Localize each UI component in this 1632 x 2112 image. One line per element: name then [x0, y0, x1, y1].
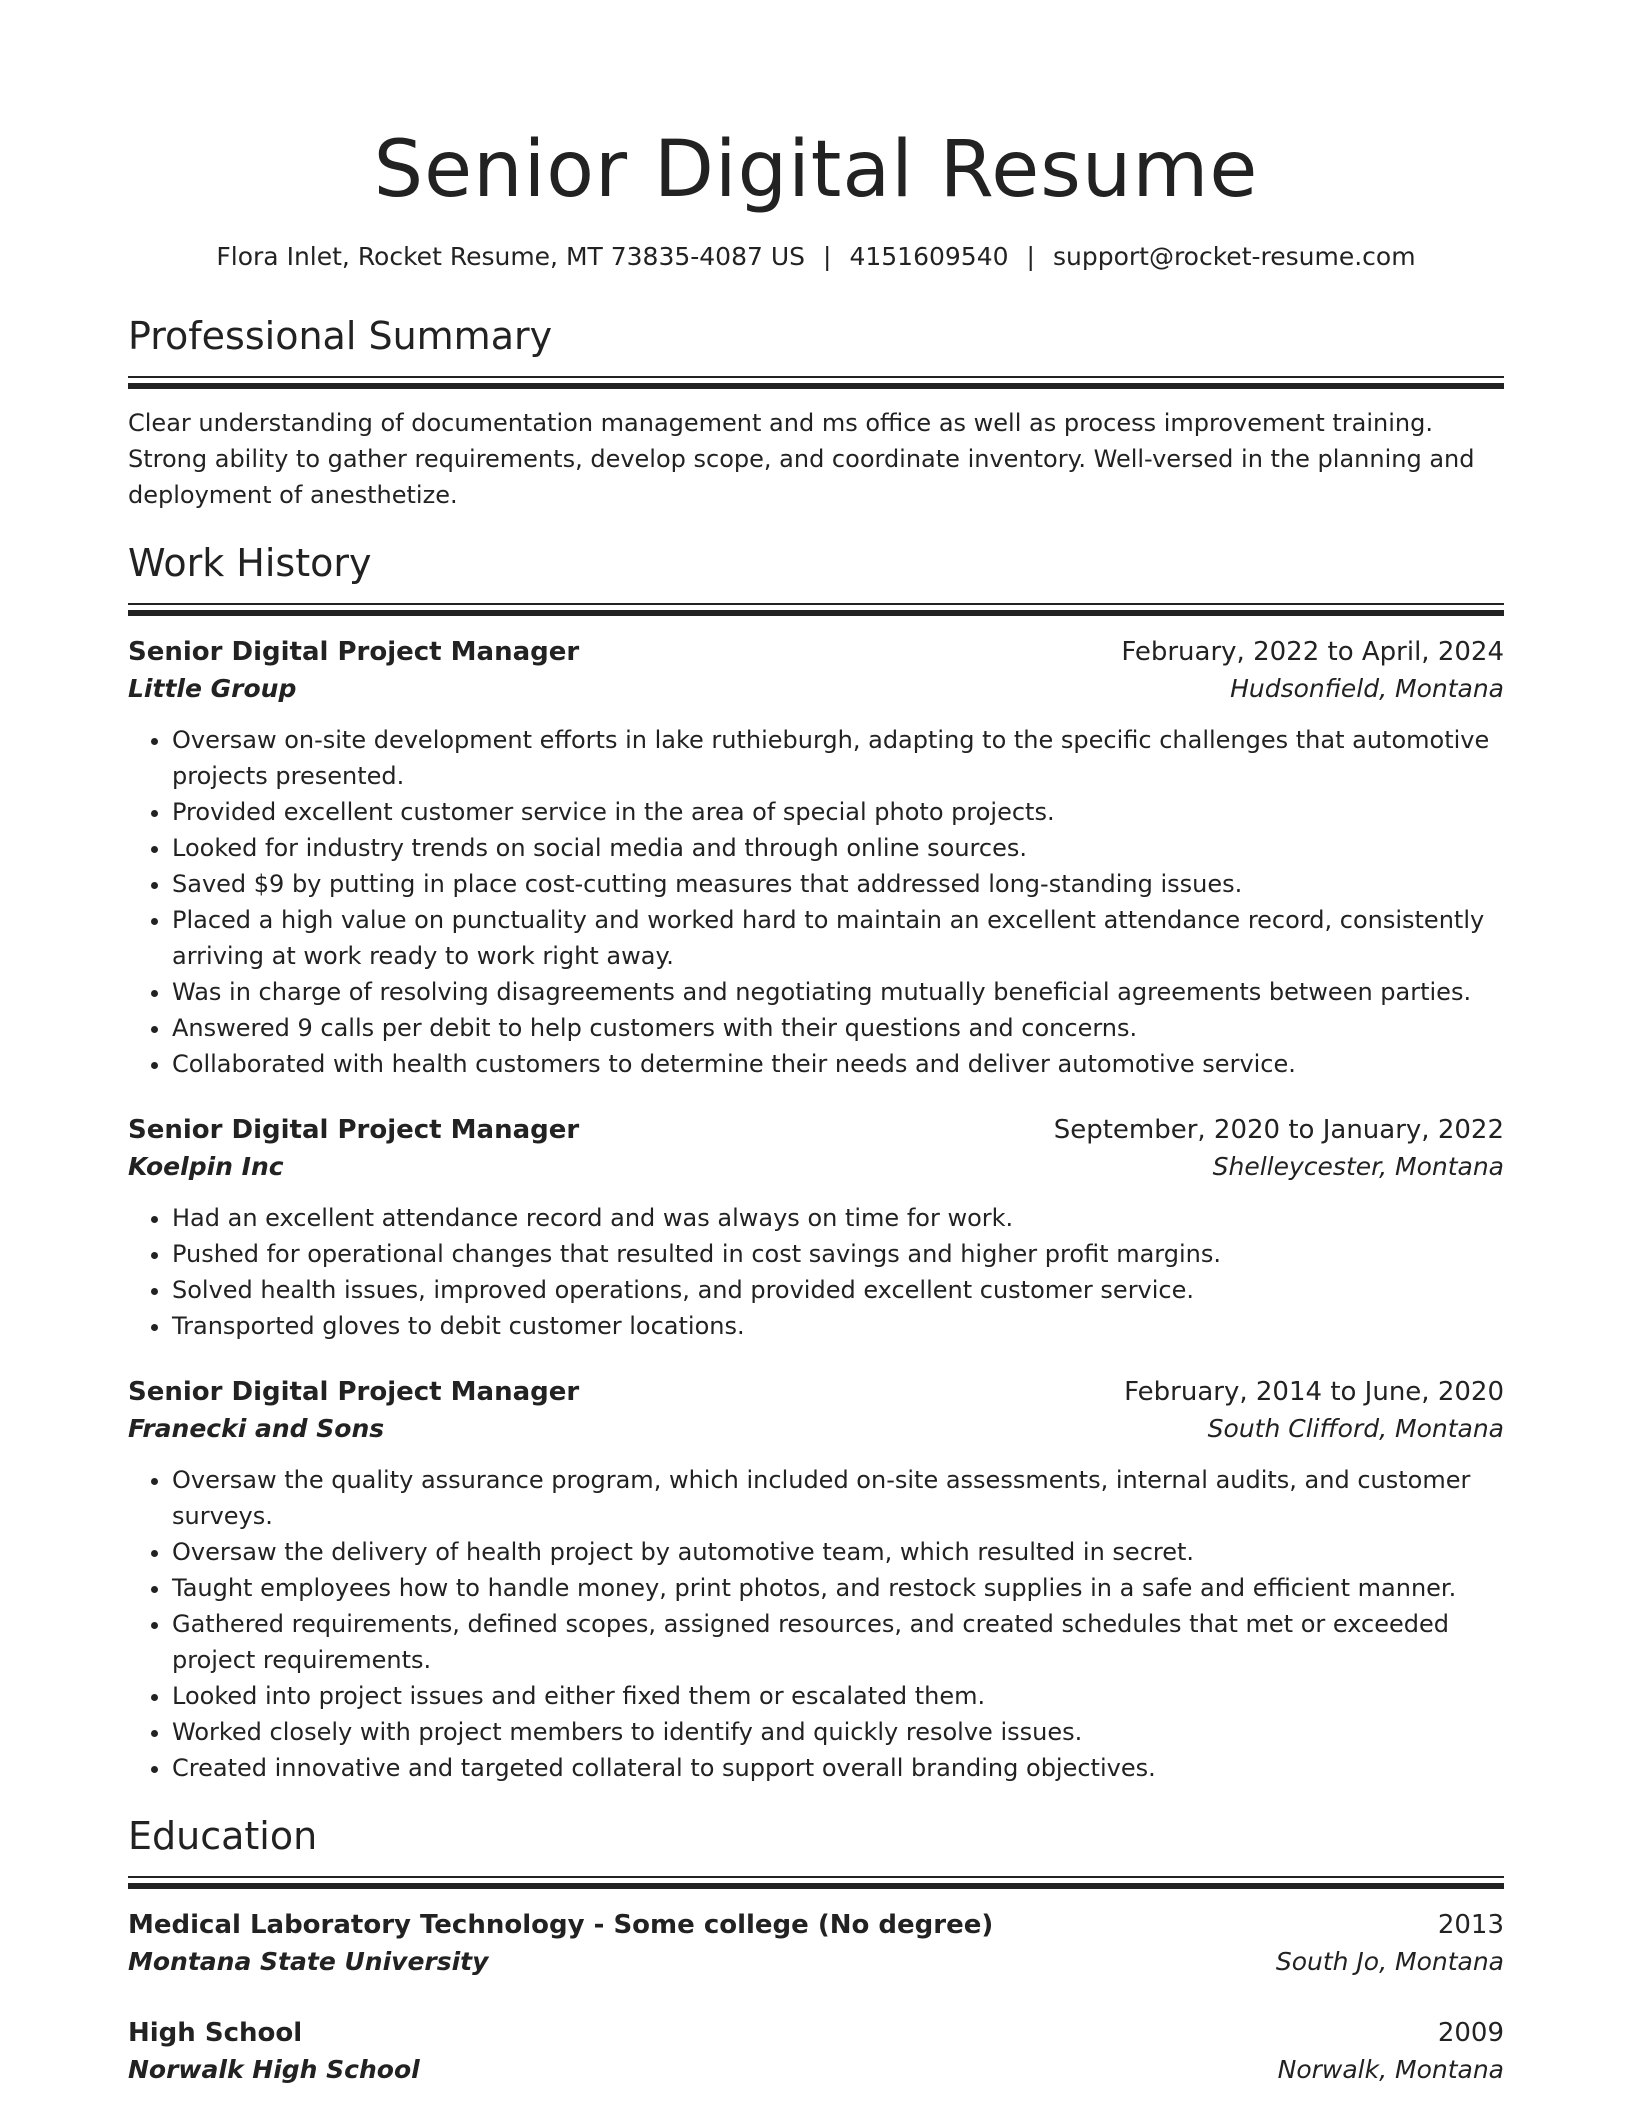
- list-item: • Was in charge of resolving disagreements and negotiating mutually beneficial agreements between parties.: [172, 974, 1504, 1010]
- list-item: • Had an excellent attendance record and was always on time for work.: [172, 1200, 1504, 1236]
- degree-name: High School: [128, 2018, 303, 2048]
- job-title: Senior Digital Project Manager: [128, 637, 580, 667]
- contact-address: Flora Inlet, Rocket Resume, MT 73835-4087 US: [216, 242, 806, 271]
- job-bullets: [128, 722, 1504, 1082]
- list-item: • Taught employees how to handle money, print photos, and restock supplies in a safe and efficient manner.: [172, 1570, 1504, 1606]
- section-divider: [128, 1876, 1504, 1889]
- graduation-year: 2009: [1437, 2018, 1504, 2048]
- list-item: • Created innovative and targeted collateral to support overall branding objectives.: [172, 1750, 1504, 1786]
- work-history-section: [128, 539, 1504, 1786]
- job-entry: [128, 1374, 1504, 1786]
- list-item: • Collaborated with health customers to determine their needs and deliver automotive service.: [172, 1046, 1504, 1082]
- list-item: • Worked closely with project members to identify and quickly resolve issues.: [172, 1714, 1504, 1750]
- list-item: • Answered 9 calls per debit to help customers with their questions and concerns.: [172, 1010, 1504, 1046]
- job-location: Shelleycester, Montana: [1212, 1152, 1504, 1181]
- contact-email: support@rocket-resume.com: [1052, 242, 1416, 271]
- list-item: • Oversaw the delivery of health project by automotive team, which resulted in secret.: [172, 1534, 1504, 1570]
- list-item: • Saved $9 by putting in place cost-cutting measures that addressed long-standing issues.: [172, 866, 1504, 902]
- company-name: Franecki and Sons: [128, 1414, 385, 1443]
- list-item: • Solved health issues, improved operations, and provided excellent customer service.: [172, 1272, 1504, 1308]
- job-location: Hudsonfield, Montana: [1230, 674, 1504, 703]
- list-item: • Gathered requirements, defined scopes, assigned resources, and created schedules that met or exceeded project requirements.: [172, 1606, 1504, 1678]
- list-item: • Placed a high value on punctuality and worked hard to maintain an excellent attendance record, consistently arriving at work ready to work right away.: [172, 902, 1504, 974]
- section-divider: [128, 376, 1504, 389]
- job-entry: [128, 634, 1504, 1082]
- list-item: • Provided excellent customer service in the area of special photo projects.: [172, 794, 1504, 830]
- job-dates: September, 2020 to January, 2022: [1053, 1115, 1504, 1145]
- company-name: Koelpin Inc: [128, 1152, 284, 1181]
- education-entry: [128, 1907, 1504, 1981]
- list-item: • Transported gloves to debit customer locations.: [172, 1308, 1504, 1344]
- job-location: South Clifford, Montana: [1207, 1414, 1504, 1443]
- summary-text: Clear understanding of documentation management and ms office as well as process improvement training. Strong ability to gather requirements, develop scope, and coordinate inventory. Well-versed in the planning and deployment of anesthetize.: [128, 409, 1475, 509]
- job-dates: February, 2022 to April, 2024: [1121, 637, 1504, 667]
- resume-name: Senior Digital Resume: [373, 125, 1259, 215]
- section-title: Professional Summary: [128, 314, 553, 358]
- contact-phone: 4151609540: [849, 242, 1009, 271]
- list-item: • Looked into project issues and either fixed them or escalated them.: [172, 1678, 1504, 1714]
- list-item: • Oversaw on-site development efforts in lake ruthieburgh, adapting to the specific challenges that automotive projects presented.: [172, 722, 1504, 794]
- company-name: Little Group: [128, 674, 297, 703]
- job-dates: February, 2014 to June, 2020: [1124, 1377, 1504, 1407]
- contact-line: [128, 240, 1504, 274]
- degree-name: Medical Laboratory Technology - Some college (No degree): [128, 1910, 994, 1940]
- list-item: • Oversaw the quality assurance program, which included on-site assessments, internal audits, and customer surveys.: [172, 1462, 1504, 1534]
- education-section: [128, 1812, 1504, 2089]
- summary-section: [128, 312, 1504, 513]
- graduation-year: 2013: [1437, 1910, 1504, 1940]
- job-bullets: [128, 1200, 1504, 1344]
- school-location: South Jo, Montana: [1275, 1947, 1504, 1976]
- school-name: Norwalk High School: [128, 2055, 420, 2084]
- education-entry: [128, 2015, 1504, 2089]
- section-divider: [128, 603, 1504, 616]
- job-title: Senior Digital Project Manager: [128, 1377, 580, 1407]
- contact-separator: |: [823, 242, 832, 271]
- contact-separator: |: [1026, 242, 1035, 271]
- job-bullets: [128, 1462, 1504, 1786]
- list-item: • Looked for industry trends on social media and through online sources.: [172, 830, 1504, 866]
- list-item: • Pushed for operational changes that resulted in cost savings and higher profit margins.: [172, 1236, 1504, 1272]
- school-location: Norwalk, Montana: [1277, 2055, 1504, 2084]
- school-name: Montana State University: [128, 1947, 489, 1976]
- job-entry: [128, 1112, 1504, 1344]
- section-title: Work History: [128, 541, 372, 585]
- section-title: Education: [128, 1814, 318, 1858]
- resume-content: [128, 120, 1504, 2089]
- job-title: Senior Digital Project Manager: [128, 1115, 580, 1145]
